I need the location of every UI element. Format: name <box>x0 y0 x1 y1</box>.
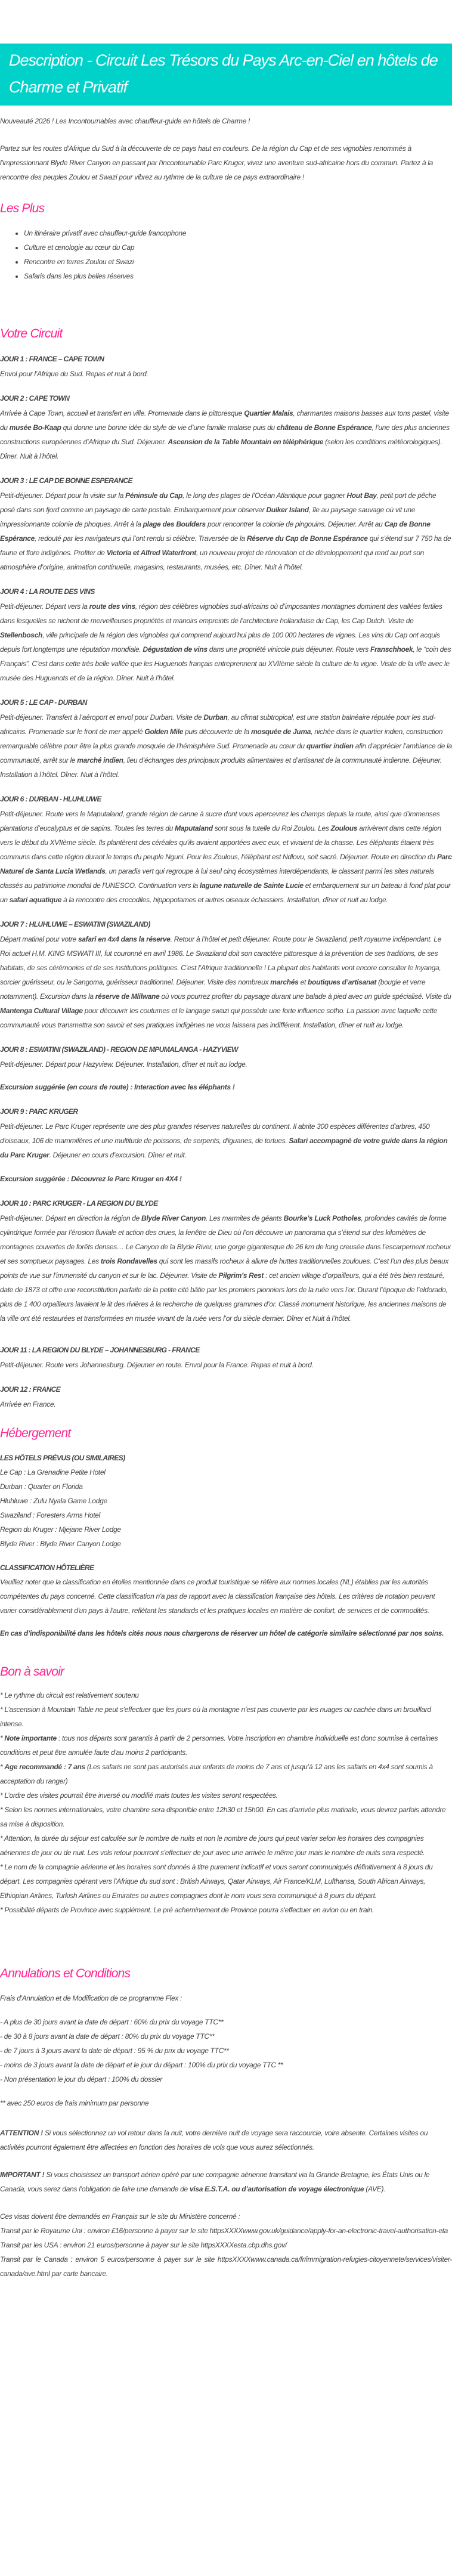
text-segment: dans une propriété vinicole puis déjeuner. Route vers <box>207 645 370 654</box>
bold-text: mosquée de Juma <box>250 727 311 736</box>
suggested-excursion: Excursion suggérée : Découvrez le Parc Kruger en 4X4 ! <box>0 1175 182 1183</box>
hotel-item: Durban : Quarter on Florida <box>0 1482 83 1491</box>
bold-text: route des vins <box>89 602 135 611</box>
text-segment: afin d’apprécier l’ambiance de la communauté, arrêt sur le <box>0 742 452 764</box>
bold-text: safari aquatique <box>9 896 62 904</box>
bold-text: lagune naturelle de Sainte Lucie <box>199 881 304 890</box>
bold-text: Bourke’s Luck Potholes <box>283 1214 361 1222</box>
text-segment: Arrivée à Cape Town, accueil et transfert en ville. Promenade dans le pittoresque <box>0 409 244 417</box>
text-segment: , le long des plages de l’Océan Atlantique pour gagner <box>182 491 347 500</box>
text-segment: Petit-déjeuner. Transfert à l’aéroport et envol pour Durban. Visite de <box>0 713 204 722</box>
hotels-heading: LES HÔTELS PRÉVUS (OU SIMILAIRES) <box>0 1454 125 1462</box>
bold-text: plage des Boulders <box>143 520 206 528</box>
fee-item: - A plus de 30 jours avant la date de départ : 60% du prix du voyage TTC** <box>0 2018 224 2026</box>
list-item: • Culture et œnologie au cœur du Cap <box>24 240 452 255</box>
list-item: • Un itinéraire privatif avec chauffeur-guide francophone <box>24 226 452 240</box>
visa-item-canada: Transit par le Canada : environ 5 euros/personne à payer sur le site httpsXXXXwww.canada.ca/fr/immigration-refugies-citoyennete/services/visiter-canada/ave.html par carte bancaire. <box>0 2255 452 2278</box>
text-segment: * <box>0 1734 5 1742</box>
day-title: JOUR 5 : LE CAP - DURBAN <box>0 698 87 707</box>
text-segment: qui donne une bonne idée du style de vie d’une famille malaise puis du <box>61 423 277 432</box>
bold-text: trois Rondavelles <box>100 1257 157 1265</box>
bold-text: visa E.S.T.A. ou d’autorisation de voyage électronique <box>189 2185 364 2193</box>
text-segment: , profondes cavités de forme cylindrique formée par l’érosion fluviale et action des crues, la fenêtre de Dieu où l’on découvre un panorama qui s’étend sur des kilomètres de montagnes couvertes de forêts denses… Le Canyon de la Blyde River, une gorge gigantesque de 26 km de long creusée dans l’escarpement rocheux et ses somptueux paysages. Les <box>0 1214 451 1265</box>
day-description <box>0 406 452 463</box>
bold-text: château de Bonne Espérance <box>276 423 372 432</box>
text-segment: arrivèrent dans cette région vers le début du XVIIème siècle. Ils plantèrent des céréales qu’ils avaient apportées avec eux, et vivaient de la chasse. Les éléphants étaient très communs dans cette région durant le temps du peuple Nguni. Pour les Zoulous, l’éléphant est Ndlovu, soit sacré. Déjeuner. Route en direction du <box>0 824 441 861</box>
day-description <box>0 367 452 381</box>
day-title: JOUR 10 : PARC KRUGER - LA REGION DU BLYDE <box>0 1199 158 1208</box>
info-item <box>0 1760 452 1788</box>
text-segment: Petit-déjeuner. Le Parc Kruger représente une des plus grandes réserves naturelles du continent. Il abrite 300 espèces différentes d'arbres, 450 d'oiseaux, 106 de mammifères et une multitude de poissons, de serpents, d'iguanes, de tortues. <box>0 1122 430 1145</box>
text-segment: sont sous la tutelle du Roi Zoulou. Les <box>212 824 331 832</box>
day-block <box>0 351 452 381</box>
intro-text: Partez sur les routes d'Afrique du Sud à la découverte de ce pays haut en couleurs. De la région du Cap et de ses vignobles renommés à l'impressionnant Blyde River Canyon en passant par l'incontournable Parc Kruger, vivez une aventure sud-africaine hors du commun. Partez à la rencontre des peuples Zoulou et Swazi pour vibrez au rythme de la culture de ce pays extraordinaire ! <box>0 144 434 181</box>
day-block <box>0 1382 452 1411</box>
fee-item: - moins de 3 jours avant la date de départ et le jour du départ : 100% du prix du voyage TTC ** <box>0 2061 283 2069</box>
hotel-item: Region du Kruger : Mjejane River Lodge <box>0 1525 121 1534</box>
text-segment: Arrivée en France. <box>0 1400 56 1408</box>
text-segment: Si vous choisissez un transport aérien opéré par une compagnie aérienne transitant via la Grande Bretagne, les États Unis ou le Canada, vous serez dans l’obligation de faire une demande de <box>0 2171 430 2193</box>
hotels-list <box>0 1465 452 1551</box>
info-item <box>0 1731 452 1760</box>
bold-text: marchés <box>270 978 299 986</box>
hotel-item: Blyde River : Blyde River Canyon Lodge <box>0 1540 121 1548</box>
info-item <box>0 1702 452 1731</box>
text-segment: * Attention, la durée du séjour est calculée sur le nombre de nuits et non le nombre de jours qui peut varier selon les horaires des compagnies aériennes de jour ou de nuit. Les vols retour pourront s'effectuer de jour avec une arrivée le même jour mais le nombre de nuits sera respecté. <box>0 1834 425 1857</box>
classification-heading: CLASSIFICATION HÔTELIÈRE <box>0 1563 94 1572</box>
bold-text: Pilgrim’s Rest <box>218 1271 264 1280</box>
fee-item: - de 7 jours à 3 jours avant la date de départ : 95 % du prix du voyage TTC** <box>0 2046 229 2055</box>
text-segment: , l’une des plus anciennes constructions européennes d’Afrique du Sud. Déjeuner. <box>0 423 450 446</box>
text-segment: qui s’étend sur 7 750 ha de faune et flore indigènes. Profiter de <box>0 534 451 557</box>
intro-tagline: Nouveauté 2026 ! Les Incontournables avec chauffeur-guide en hôtels de Charme ! <box>0 117 250 125</box>
text-segment: . Les marmites de géants <box>205 1214 284 1222</box>
text-segment: pour découvrir les coutumes et le langage swazi qui possède une forte influence sotho. La passion avec laquelle cette communauté vous transmettra son savoir et ses pratiques indigènes ne vous laissera pas indifférent. Installation, dîner et nuit au lodge. <box>0 1007 438 1029</box>
section-heading-les-plus: Les Plus <box>0 202 45 215</box>
fee-item: - de 30 à 8 jours avant la date de départ : 80% du prix du voyage TTC** <box>0 2032 215 2041</box>
text-segment: , un paradis vert qui regroupe à lui seul cinq écosystèmes interdépendants, le classant parmi les sites naturels classés au patrimoine mondial de l’UNESCO. Continuation vers la <box>0 867 434 890</box>
day-block <box>0 1042 452 1072</box>
day-block <box>0 473 452 574</box>
day-title: JOUR 2 : CAPE TOWN <box>0 394 70 402</box>
bold-text: Réserve du Cap de Bonne Espérance <box>246 534 368 543</box>
day-description <box>0 599 452 685</box>
text-segment: (bougie et verre notamment). Excursion dans la <box>0 978 426 1001</box>
bold-text: marché indien <box>77 756 123 764</box>
bold-text: quartier indien <box>306 742 354 750</box>
list-item: • Safaris dans les plus belles réserves <box>24 269 452 283</box>
text-segment: , nichée dans le quartier indien, construction remarquable célèbre pour être la plus grande mosquée de l’hémisphère Sud. Promenade au cœur du <box>0 727 443 750</box>
text-segment: où vous pourrez profiter du paysage durant une balade à pied avec un guide spécialisé. Visite du <box>159 992 451 1001</box>
bold-text: Durban <box>203 713 228 722</box>
les-plus-list <box>0 226 452 283</box>
unavailability-note: En cas d’indisponibilité dans les hôtels cités nous nous chargerons de réserver un hôtel de catégorie similaire sélectionné par nos soins. <box>0 1629 444 1637</box>
info-item <box>0 1903 452 1917</box>
text-segment: * Le nom de la compagnie aérienne et les horaires sont donnés à titre purement indicatif et vous seront communiqués définitivement à 8 jours du départ. Les compagnies opérant vers l’Afrique du sud sont : British Airways, Qatar Airways, Air France/KLM, Lufthansa, South African Airways, Ethiopian Airlines, Turkish Airlines ou Emirates ou autres compagnies dont le nom vous sera communiqué à 8 jours du départ. <box>0 1863 433 1900</box>
text-segment: Envol pour l’Afrique du Sud. Repas et nuit à bord. <box>0 370 148 378</box>
bold-text: Duiker Island <box>266 506 309 514</box>
text-segment: Petit-déjeuner. Départ pour la visite sur la <box>0 491 126 500</box>
day-description <box>0 1211 452 1326</box>
hotel-item: Hluhluwe : Zulu Nyala Game Lodge <box>0 1497 107 1505</box>
text-segment: à la rencontre des crocodiles, hippopotames et autres oiseaux échassiers. Installation, dîner et nuit au lodge. <box>61 896 388 904</box>
bold-text: Cap de Bonne Espérance <box>0 520 431 543</box>
info-item <box>0 1803 452 1831</box>
text-segment: Petit-déjeuner. Départ en direction la région de <box>0 1214 142 1222</box>
bon-a-savoir-list <box>0 1688 452 1917</box>
bold-text: boutiques d’artisanat <box>308 978 377 986</box>
text-segment: pour rencontrer la colonie de pingouins. Déjeuner. Arrêt au <box>205 520 385 528</box>
classification-text: Veuillez noter que la classification en étoiles mentionnée dans ce produit touristique se réfère aux normes locales (NL) établies par les autorités compétentes du pays concerné. Cette classification n'a pas de rapport avec la classification française des hôtels. Les critères de notation peuvent varier considérablement d'un pays à l'autre, reflétant les standards et les pratiques locales en matière de confort, de services et de commodités. <box>0 1578 435 1615</box>
bold-text: Zoulous <box>330 824 358 832</box>
bold-text: Safari accompagné de votre guide dans la région du Parc Kruger <box>0 1137 448 1159</box>
text-segment: , charmantes maisons basses aux tons pastel, visite du <box>0 409 449 432</box>
day-title: JOUR 4 : LA ROUTE DES VINS <box>0 587 95 596</box>
content <box>0 114 452 2281</box>
text-segment: * Selon les normes internationales, votre chambre sera disponible entre 12h30 et 15h00. En cas d’arrivée plus matinale, vous devrez parfois attendre sa mise à disposition. <box>0 1806 446 1828</box>
bold-text: musée Bo-Kaap <box>9 423 61 432</box>
info-item <box>0 1788 452 1803</box>
bold-text: Note importante <box>4 1734 57 1742</box>
section-heading-hebergement: Hébergement <box>0 1426 71 1440</box>
text-segment: (selon les conditions météorologiques). Dîner. Nuit à l’hôtel. <box>0 438 442 460</box>
text-segment: . Déjeuner en cours d’excursion. Dîner et nuit. <box>49 1151 187 1159</box>
itinerary-days <box>0 351 452 1411</box>
bold-text: Franschhoek <box>370 645 413 654</box>
bold-text: Ascension de la Table Mountain en téléphérique <box>168 438 324 446</box>
page-title: Description - Circuit Les Trésors du Pays Arc-en-Ciel en hôtels de Charme et Privatif <box>9 51 438 96</box>
day-description <box>0 1397 452 1411</box>
bold-text: Maputaland <box>175 824 213 832</box>
day-title: JOUR 3 : LE CAP DE BONNE ESPERANCE <box>0 476 132 485</box>
day-block <box>0 391 452 463</box>
bold-text: Péninsule du Cap <box>125 491 183 500</box>
visas-info <box>0 2209 452 2281</box>
bold-text: ATTENTION ! <box>0 2129 43 2137</box>
page-title-banner <box>0 44 452 106</box>
text-segment: * L’ordre des visites pourrait être inversé ou modifié mais toutes les visites seront respectées. <box>0 1791 278 1800</box>
bold-text: Hout Bay <box>346 491 377 500</box>
cancellation-fees-list <box>0 2015 452 2086</box>
section-heading-annulations: Annulations et Conditions <box>0 1967 131 1980</box>
text-segment: et embarquement sur un bateau à fond plat pour un <box>0 881 451 904</box>
info-item <box>0 1688 452 1702</box>
day-description <box>0 807 452 907</box>
bold-text: réserve de Mlilwane <box>95 992 160 1001</box>
text-segment: , petit port de pêche posé dans son fjord comme un paysage de carte postale. Embarquement pour observer <box>0 491 436 514</box>
text-segment: Petit-déjeuner. Départ vers la <box>0 602 89 611</box>
text-segment: puis découverte de la <box>183 727 251 736</box>
suggested-excursion: Excursion suggérée (en cours de route) : Interaction avec les éléphants ! <box>0 1083 235 1091</box>
section-heading-bon-a-savoir: Bon à savoir <box>0 1665 64 1679</box>
text-segment: , région des célèbres vignobles sud-africains où d’imposantes montagnes dominent des vallées fertiles dans lesquelles se nichent de merveilleuses propriétés et manoirs empreints de l’architecture hollandaise du Cap, les Cap Dutch. Visite de <box>0 602 442 625</box>
text-segment: , ville principale de la région des vignobles qui comprend aujourd’hui plus de 100 000 hectares de vignes. Les vins du Cap ont acquis depuis fort longtemps une réputation mondiale. <box>0 631 440 654</box>
text-segment: : cet ancien village d’orpailleurs, qui a été très bien restauré, date de 1873 et offre une reconstitution parfaite de la petite cité bâtie par les premiers pionniers lors de la ruée vers l’or. Durant l’époque de l’eldorado, plus de 1 400 orpailleurs lavaient le lit des rivières à la recherche de quelques grammes d’or. Classé monument historique, les anciennes maisons de la ville ont été restaurées et transformées en musée vivant de la ruée vers l’or du siècle dernier. Dîner et Nuit à l’hôtel. <box>0 1271 448 1323</box>
text-segment: (AVE). <box>364 2185 386 2193</box>
hotel-item: Le Cap : La Grenadine Petite Hotel <box>0 1468 106 1476</box>
text-segment: (Les safaris ne sont pas autorisés aux enfants de moins de 7 ans et jusqu’à 12 ans les safaris en 4x4 sont soumis à acceptation du ranger) <box>0 1763 433 1785</box>
text-segment: : tous nos départs sont garantis à partir de 2 personnes. Votre inscription en chambre individuelle est donc soumise à certaines conditions et peut être annulée faute d'au moins 2 participants. <box>0 1734 438 1757</box>
day-description <box>0 1119 452 1162</box>
day-description <box>0 1057 452 1072</box>
day-description <box>0 488 452 574</box>
info-item <box>0 1860 452 1903</box>
bold-text: Stellenbosch <box>0 631 43 639</box>
text-segment: * <box>0 1763 5 1771</box>
text-segment: Petit-déjeuner. Route vers Johannesburg. Déjeuner en route. Envol pour la France. Repas et nuit à bord. <box>0 1361 314 1369</box>
section-heading-circuit: Votre Circuit <box>0 327 63 340</box>
attention-note <box>0 2126 452 2154</box>
day-title: JOUR 6 : DURBAN - HLUHLUWE <box>0 795 101 803</box>
day-block <box>0 1196 452 1326</box>
list-item: • Rencontre en terres Zoulou et Swazi <box>24 255 452 269</box>
text-segment: Petit-déjeuner. Départ pour Hazyview. Déjeuner. Installation, dîner et nuit au lodge. <box>0 1060 247 1069</box>
day-block <box>0 1104 452 1162</box>
bold-text: Blyde River Canyon <box>141 1214 206 1222</box>
day-block <box>0 791 452 907</box>
bold-text: Parc Naturel de Santa Lucia Wetlands <box>0 853 452 875</box>
text-segment: * Possibilité départs de Province avec supplément. Le pré acheminement de Province pourra s'effectuer en avion ou en train. <box>0 1906 374 1914</box>
day-description <box>0 932 452 1032</box>
text-segment: , île au paysage sauvage où vit une impressionnante colonie de phoques. Arrêt à la <box>0 506 416 528</box>
text-segment: , au climat subtropical, est une station balnéaire réputée pour les sud-africains. Promenade sur le front de mer appelé <box>0 713 436 736</box>
visa-item-usa: Transit par les USA : environ 21 euros/personne à payer sur le site httpsXXXXesta.cbp.dhs.gov/ <box>0 2241 287 2249</box>
important-note <box>0 2168 452 2196</box>
bold-text: Dégustation de vins <box>143 645 208 654</box>
bold-text: Golden Mile <box>144 727 184 736</box>
bold-text: safari en 4x4 dans la réserve <box>78 935 171 943</box>
visas-intro: Ces visas doivent être demandés en Français sur le site du Ministère concerné : <box>0 2212 240 2221</box>
day-title: JOUR 7 : HLUHLUWE – ESWATINI (SWAZILAND) <box>0 920 150 928</box>
text-segment: * Le rythme du circuit est relativement soutenu <box>0 1691 139 1699</box>
text-segment: , le “coin des Français”. C’est dans cette très belle vallée que les Huguenots français entreprennent au XVIIème siècle la culture de la vigne. Visite de la ville avec le musée des Huguenots et de la région. Dîner. Nuit à l’hôtel. <box>0 645 451 682</box>
text-segment: * L’ascension à Mountain Table ne peut s’effectuer que les jours où la montagne n’est pas couverte par les nuages ou cachée dans un brouillard intense. <box>0 1705 431 1728</box>
info-item <box>0 1831 452 1860</box>
day-title: JOUR 11 : LA REGION DU BLYDE – JOHANNESBURG - FRANCE <box>0 1346 200 1354</box>
text-segment: et <box>298 978 308 986</box>
bold-text: Quartier Malais <box>244 409 293 417</box>
text-segment: Petit-déjeuner. Route vers le Maputaland, grande région de canne à sucre dont vous apercevrez les champs depuis la route, ainsi que d’immenses plantations d’eucalyptus et de sapins. Toutes les terres du <box>0 810 440 832</box>
day-title: JOUR 1 : FRANCE – CAPE TOWN <box>0 355 104 363</box>
text-segment: , lieu d’échanges des principaux produits alimentaires et d’artisanat de la communauté indienne. Déjeuner. Installation à l’hôtel. Dîner. Nuit à l’hôtel. <box>0 756 442 779</box>
text-segment: , un nouveau projet de rénovation et de développement qui rend au port son atmosphère d’origine, animation continuelle, magasins, restaurants, musées, etc. Dîner. Nuit à l’hôtel. <box>0 549 425 571</box>
bold-text: Mantenga Cultural Village <box>0 1007 83 1015</box>
bold-text: Age recommandé : 7 ans <box>4 1763 85 1771</box>
fee-footnote: ** avec 250 euros de frais minimum par personne <box>0 2099 149 2107</box>
day-block <box>0 917 452 1032</box>
fee-item: - Non présentation le jour du départ : 100% du dossier <box>0 2075 162 2083</box>
hotel-item: Swaziland : Foresters Arms Hotel <box>0 1511 101 1519</box>
day-block <box>0 584 452 685</box>
text-segment: qui sont les massifs rocheux à allure de huttes traditionnelles zouloues. C’est l’un des plus beaux points de vue sur l’immensité du canyon et sur le lac. Déjeuner. Visite de <box>0 1257 449 1280</box>
text-segment: Si vous sélectionnez un vol retour dans la nuit, votre dernière nuit de voyage sera raccourcie, voire absente. Certaines visites ou activités pourront également être affectées en fonction des horaires de vols que vous aurez sélectionnés. <box>0 2129 428 2151</box>
day-title: JOUR 9 : PARC KRUGER <box>0 1107 78 1116</box>
day-description <box>0 1358 452 1372</box>
day-block <box>0 695 452 782</box>
day-title: JOUR 8 : ESWATINI (SWAZILAND) - REGION DE MPUMALANGA - HAZYVIEW <box>0 1045 238 1054</box>
text-segment: Départ matinal pour votre <box>0 935 78 943</box>
text-segment: . Retour à l’hôtel et petit déjeuner. Route pour le Swaziland, petit royaume indépendant. Le Roi actuel H.M. KING MSWATI III, fut couronné en avril 1986. Le Swaziland doit son caractère pittoresque à la prévention de ses traditions, de ses habitats, de ses cérémonies et de ses institutions politiques. C’est l’Afrique traditionnelle ! La plupart des habitants vont encore consulter le Inyanga, sorcier guérisseur, ou le Sangoma, guérisseur traditionnel. Déjeuner. Visite des nombreux <box>0 935 441 986</box>
text-segment: , redouté par les navigateurs qui l’ont rendu si célèbre. Traversée de la <box>35 534 247 543</box>
day-description <box>0 710 452 782</box>
day-block <box>0 1342 452 1372</box>
annulation-intro: Frais d'Annulation et de Modification de ce programme Flex : <box>0 1994 182 2002</box>
bold-text: IMPORTANT ! <box>0 2171 45 2179</box>
visa-item-uk: Transit par le Royaume Uni : environ £16/personne à payer sur le site httpsXXXXwww.gov.uk/guidance/apply-for-an-electronic-travel-authorisation-eta <box>0 2227 448 2235</box>
bold-text: Victoria et Alfred Waterfront <box>106 549 196 557</box>
day-title: JOUR 12 : FRANCE <box>0 1385 61 1394</box>
